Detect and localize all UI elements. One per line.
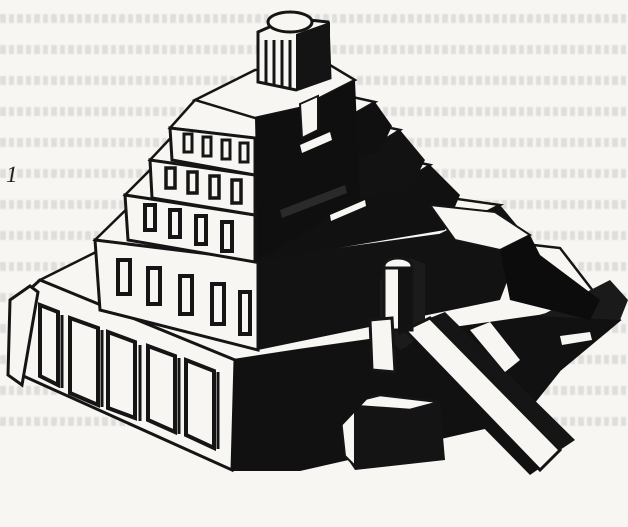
figure-number: 1 [6, 162, 18, 187]
summit-shrine [258, 12, 330, 90]
